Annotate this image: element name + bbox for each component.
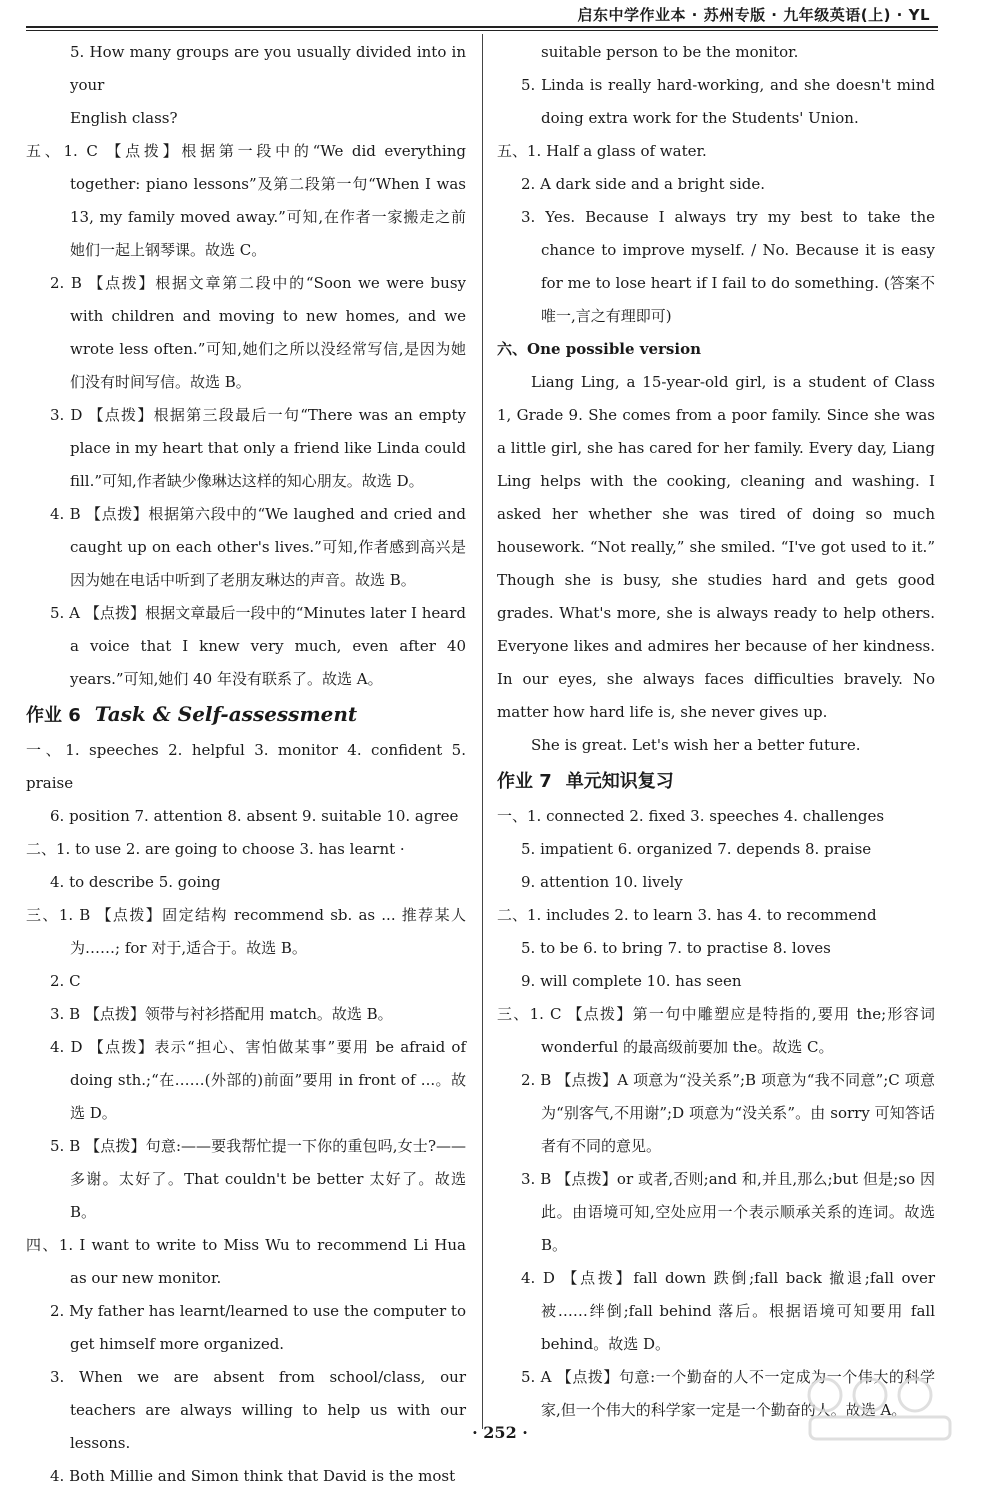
left-column [26, 36, 466, 1493]
choice-2: 2. C [50, 972, 81, 990]
review-choice-5: 5. A 【点拨】句意:一个勤奋的人不一定成为一个伟大的科学家,但一个伟大的科学家一定是一个勤奋的人。故选 A。 [521, 1368, 935, 1419]
question-5-line2: English class? [70, 109, 178, 127]
right-column [497, 36, 935, 1427]
vocab-row-1: 一、1. speeches 2. helpful 3. monitor 4. confident 5. praise [26, 741, 466, 792]
section-heading-7 [497, 764, 935, 798]
answer-5-2: 2. B 【点拨】根据文章第二段中的“Soon we were busy with children and moving to new homes, and we wrote less often.”可知,她们之所以没经常写信,是因为她们没有时间写信。故选 B。 [50, 274, 466, 391]
answer-5-5: 5. A 【点拨】根据文章最后一段中的“Minutes later I heard a voice that I knew very much, even after 40 years.”可知,她们 40 年没有联系了。故选 A。 [50, 604, 466, 688]
page-header [0, 0, 1000, 34]
heading-label: 作业 6 [26, 705, 81, 726]
review-verb-row-1: 二、1. includes 2. to learn 3. has 4. to recommend [497, 906, 877, 924]
essay-paragraph-1: Liang Ling, a 15-year-old girl, is a student of Class 1, Grade 9. She comes from a poor family. Since she was a little girl, she has cared for her family. Every day, Liang Ling helps with the cooking, cleaning and washing. I asked her whether she was tired of doing so much housework. “Not really,” she smiled. “I've got used to it.” Though she is busy, she studies hard and gets good grades. What's more, she is always ready to help others. Everyone likes and admires her because of her kindness. In our eyes, she always faces difficulties bravely. No matter how hard life is, she never gives up. [497, 373, 935, 721]
choice-3: 3. B 【点拨】领带与衬衫搭配用 match。故选 B。 [50, 1005, 393, 1023]
writing-heading: 六、One possible version [497, 340, 701, 358]
review-vocab-row-2: 5. impatient 6. organized 7. depends 8. praise [521, 840, 872, 858]
choice-4: 4. D 【点拨】表示“担心、害怕做某事”要用 be afraid of doing sth.;“在……(外部的)前面”要用 in front of ...。故选 D。 [50, 1038, 466, 1122]
review-choice-3: 3. B 【点拨】or 或者,否则;and 和,并且,那么;but 但是;so 因此。由语境可知,空处应用一个表示顺承关系的连词。故选 B。 [521, 1170, 935, 1254]
choice-1: 三、1. B 【点拨】固定结构 recommend sb. as ... 推荐某人为……; for 对于,适合于。故选 B。 [26, 906, 466, 957]
review-choice-1: 三、1. C 【点拨】第一句中雕塑应是特指的,要用 the;形容词 wonderful 的最高级前要加 the。故选 C。 [497, 1005, 935, 1056]
question-answer-3: 3. Yes. Because I always try my best to take the chance to improve myself. / No. Because it is easy for me to lose heart if I fail to do something. (答案不唯一,言之有理即可) [521, 208, 935, 325]
review-verb-row-3: 9. will complete 10. has seen [521, 972, 742, 990]
header-title: 启东中学作业本 · 苏州专版 · 九年级英语(上) · YL [577, 6, 930, 24]
translate-3: 3. When we are absent from school/class, our teachers are always willing to help us with our lessons. [50, 1368, 466, 1452]
translate-4-cont: suitable person to be the monitor. [541, 43, 799, 61]
review-vocab-row-1: 一、1. connected 2. fixed 3. speeches 4. challenges [497, 807, 885, 825]
translate-4: 4. Both Millie and Simon think that David is the most [50, 1467, 456, 1485]
verb-row-1: 二、1. to use 2. are going to choose 3. has learnt · [26, 840, 405, 858]
section-heading-6 [26, 698, 466, 732]
heading-title: 单元知识复习 [565, 771, 674, 792]
question-5-line1: 5. How many groups are you usually divided into in your [70, 43, 466, 94]
translate-2: 2. My father has learnt/learned to use the computer to get himself more organized. [50, 1302, 466, 1353]
review-choice-4: 4. D 【点拨】fall down 跌倒;fall back 撤退;fall over 被……绊倒;fall behind 落后。根据语境可知要用 fall behind。故选 D。 [521, 1269, 935, 1353]
heading-title: Task & Self-assessment [94, 702, 358, 726]
review-vocab-row-3: 9. attention 10. lively [521, 873, 683, 891]
review-verb-row-2: 5. to be 6. to bring 7. to practise 8. loves [521, 939, 831, 957]
column-divider [482, 34, 483, 1429]
header-rule [26, 26, 938, 28]
choice-5: 5. B 【点拨】句意:——要我帮忙提一下你的重包吗,女士?——多谢。太好了。That couldn't be better 太好了。故选 B。 [50, 1137, 466, 1221]
watermark-logo [790, 1373, 970, 1443]
essay-paragraph-2: She is great. Let's wish her a better future. [531, 736, 861, 754]
vocab-row-2: 6. position 7. attention 8. absent 9. suitable 10. agree [50, 807, 459, 825]
review-choice-2: 2. B 【点拨】A 项意为“没关系”;B 项意为“我不同意”;C 项意为“别客气,不用谢”;D 项意为“没关系”。由 sorry 可知答话者有不同的意见。 [521, 1071, 935, 1155]
question-answer-1: 五、1. Half a glass of water. [497, 142, 707, 160]
answer-5-3: 3. D 【点拨】根据第三段最后一句“There was an empty place in my heart that only a friend like Linda could fill.”可知,作者缺少像琳达这样的知心朋友。故选 D。 [50, 406, 466, 490]
page-number: · 252 · [472, 1423, 528, 1442]
header-rule-thin [26, 30, 938, 31]
question-answer-2: 2. A dark side and a bright side. [521, 175, 766, 193]
answer-5-1: 五、1. C 【点拨】根据第一段中的“We did everything together: piano lessons”及第二段第一句“When I was 13, my family moved away.”可知,在作者一家搬走之前她们一起上钢琴课。故选 C。 [26, 142, 466, 259]
translate-5: 5. Linda is really hard-working, and she doesn't mind doing extra work for the Students' Union. [521, 76, 935, 127]
heading-label: 作业 7 [497, 771, 552, 792]
answer-5-4: 4. B 【点拨】根据第六段中的“We laughed and cried and caught up on each other's lives.”可知,作者感到高兴是因为她在电话中听到了老朋友琳达的声音。故选 B。 [50, 505, 466, 589]
translate-1: 四、1. I want to write to Miss Wu to recommend Li Hua as our new monitor. [26, 1236, 466, 1287]
verb-row-2: 4. to describe 5. going [50, 873, 221, 891]
